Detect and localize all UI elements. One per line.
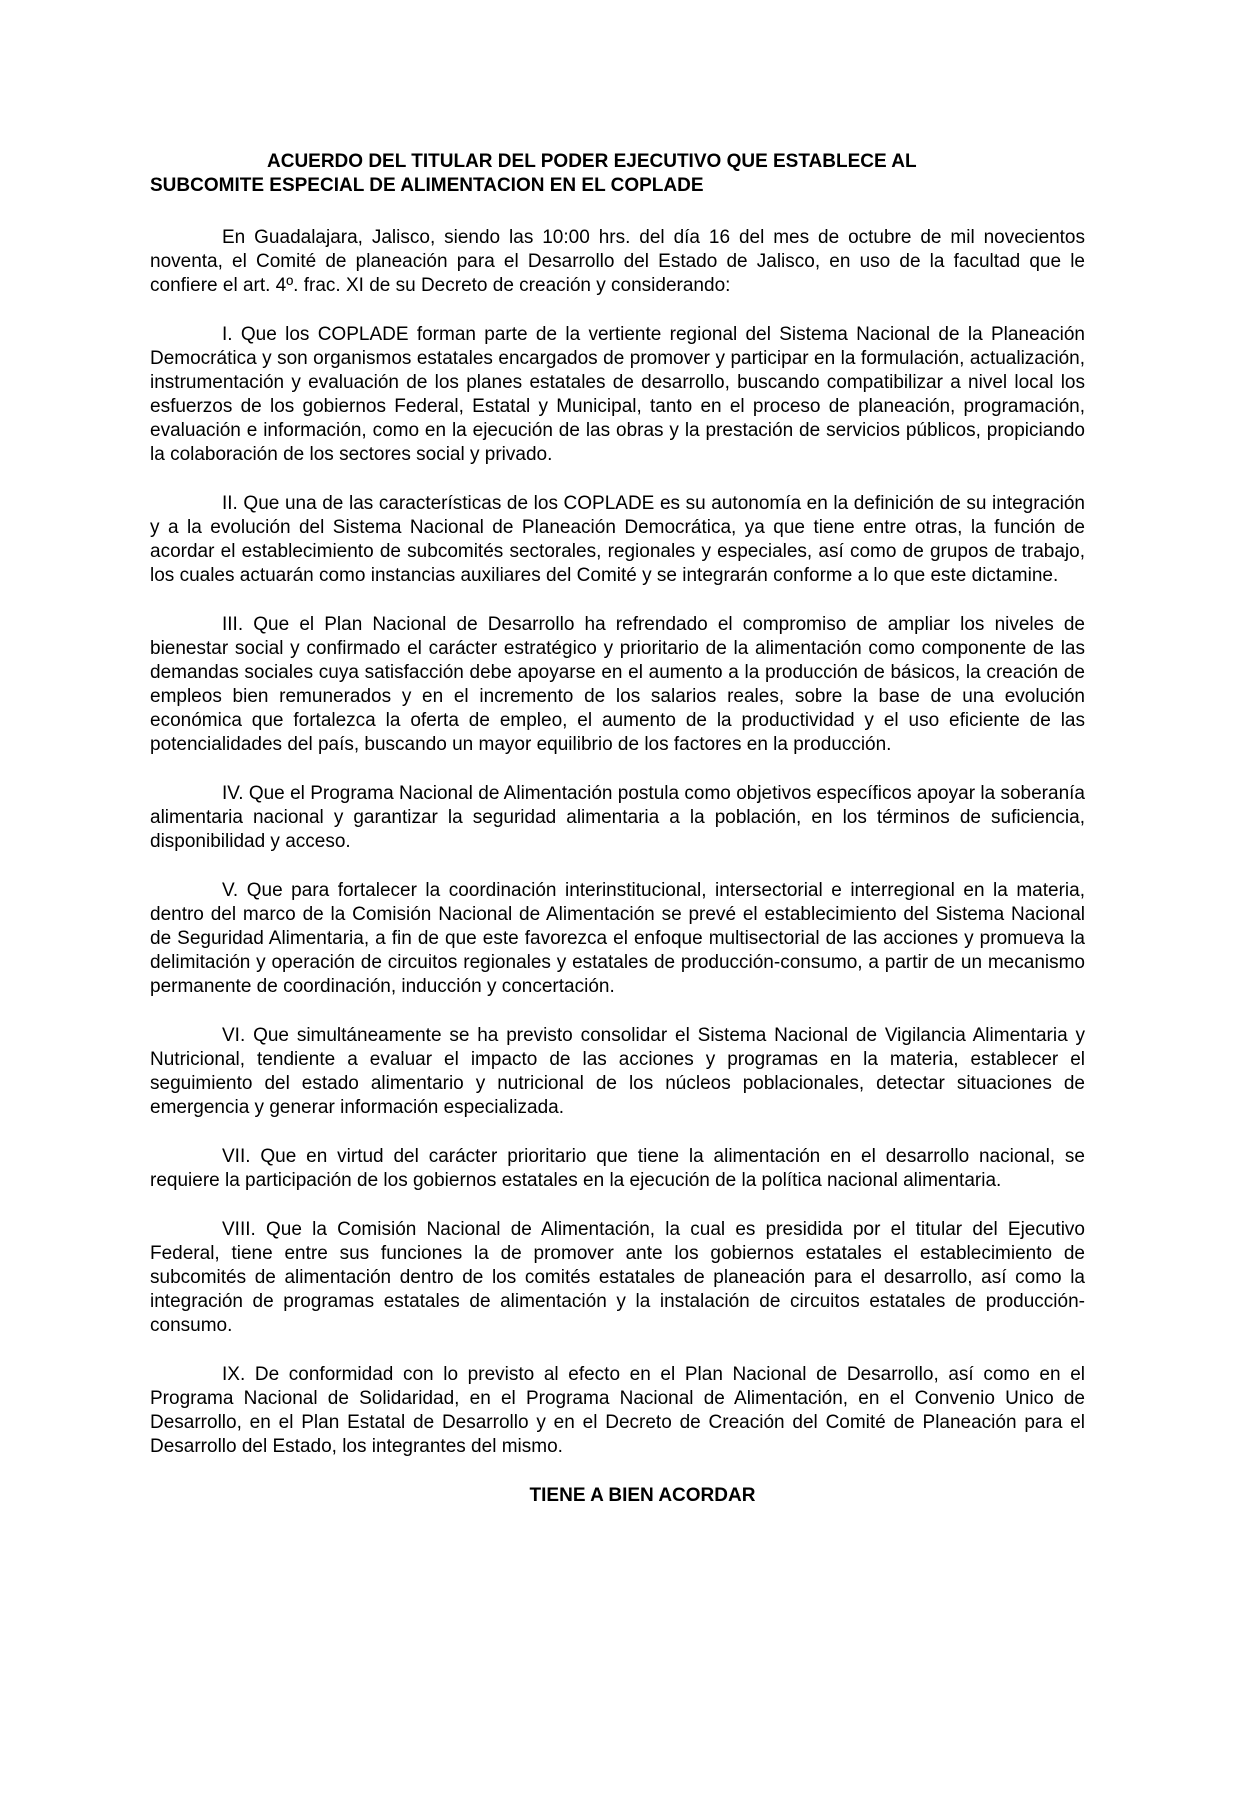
considerando-ix: IX. De conformidad con lo previsto al efecto en el Plan Nacional de Desarrollo, así como en el Programa Nacional de Solidaridad, en el Programa Nacional de Alimentación, en el Convenio Unico de Desarrollo, en el Plan Estatal de Desarrollo y en el Decreto de Creación del Comité de Planeación para el Desarrollo del Estado, los integrantes del mismo. bbox=[150, 1364, 1085, 1457]
considerando-iii: III. Que el Plan Nacional de Desarrollo ha refrendado el compromiso de ampliar los niveles de bienestar social y confirmado el carácter estratégico y prioritario de la alimentación como componente de las demandas sociales cuya satisfacción debe apoyarse en el aumento a la producción de básicos, la creación de empleos bien remunerados y en el incremento de los salarios reales, sobre la base de una evolución económica que fortalezca la oferta de empleo, el aumento de la productividad y el uso eficiente de las potencialidades del país, buscando un mayor equilibrio de los factores en la producción. bbox=[150, 614, 1085, 755]
title-line-2: SUBCOMITE ESPECIAL DE ALIMENTACION EN EL COPLADE bbox=[150, 175, 704, 196]
considerando-vii: VII. Que en virtud del carácter prioritario que tiene la alimentación en el desarrollo nacional, se requiere la participación de los gobiernos estatales en la ejecución de la política nacional alimentaria. bbox=[150, 1146, 1085, 1191]
title-line-1: ACUERDO DEL TITULAR DEL PODER EJECUTIVO QUE ESTABLECE AL bbox=[267, 151, 917, 172]
considerando-i: I. Que los COPLADE forman parte de la vertiente regional del Sistema Nacional de la Planeación Democrática y son organismos estatales encargados de promover y participar en la formulación, actualización, instrumentación y evaluación de los planes estatales de desarrollo, buscando compatibilizar a nivel local los esfuerzos de los gobiernos Federal, Estatal y Municipal, tanto en el proceso de planeación, programación, evaluación e información, como en la ejecución de las obras y la prestación de servicios públicos, propiciando la colaboración de los sectores social y privado. bbox=[150, 324, 1085, 465]
considerando-vi: VI. Que simultáneamente se ha previsto consolidar el Sistema Nacional de Vigilancia Alimentaria y Nutricional, tendiente a evaluar el impacto de las acciones y programas en la materia, establecer el seguimiento del estado alimentario y nutricional de los núcleos poblacionales, detectar situaciones de emergencia y generar información especializada. bbox=[150, 1025, 1085, 1118]
document-page bbox=[150, 150, 1085, 1508]
considerando-v: V. Que para fortalecer la coordinación interinstitucional, intersectorial e interregional en la materia, dentro del marco de la Comisión Nacional de Alimentación se prevé el establecimiento del Sistema Nacional de Seguridad Alimentaria, a fin de que este favorezca el enfoque multisectorial de las acciones y promueva la delimitación y operación de circuitos regionales y estatales de producción-consumo, a partir de un mecanismo permanente de coordinación, inducción y concertación. bbox=[150, 880, 1085, 997]
document-title bbox=[150, 150, 1085, 198]
considerando-ii: II. Que una de las características de los COPLADE es su autonomía en la definición de su integración y a la evolución del Sistema Nacional de Planeación Democrática, ya que tiene entre otras, la función de acordar el establecimiento de subcomités sectorales, regionales y especiales, así como de grupos de trabajo, los cuales actuarán como instancias auxiliares del Comité y se integrarán conforme a lo que este dictamine. bbox=[150, 493, 1085, 586]
considerando-viii: VIII. Que la Comisión Nacional de Alimentación, la cual es presidida por el titular del Ejecutivo Federal, tiene entre sus funciones la de promover ante los gobiernos estatales el establecimiento de subcomités de alimentación dentro de los comités estatales de planeación para el desarrollo, así como la integración de programas estatales de alimentación y la instalación de circuitos estatales de producción-consumo. bbox=[150, 1219, 1085, 1336]
closing-heading: TIENE A BIEN ACORDAR bbox=[529, 1485, 756, 1506]
intro-paragraph: En Guadalajara, Jalisco, siendo las 10:00 hrs. del día 16 del mes de octubre de mil novecientos noventa, el Comité de planeación para el Desarrollo del Estado de Jalisco, en uso de la facultad que le confiere el art. 4º. frac. XI de su Decreto de creación y considerando: bbox=[150, 227, 1085, 296]
considerando-iv: IV. Que el Programa Nacional de Alimentación postula como objetivos específicos apoyar la soberanía alimentaria nacional y garantizar la seguridad alimentaria a la población, en los términos de suficiencia, disponibilidad y acceso. bbox=[150, 783, 1085, 852]
